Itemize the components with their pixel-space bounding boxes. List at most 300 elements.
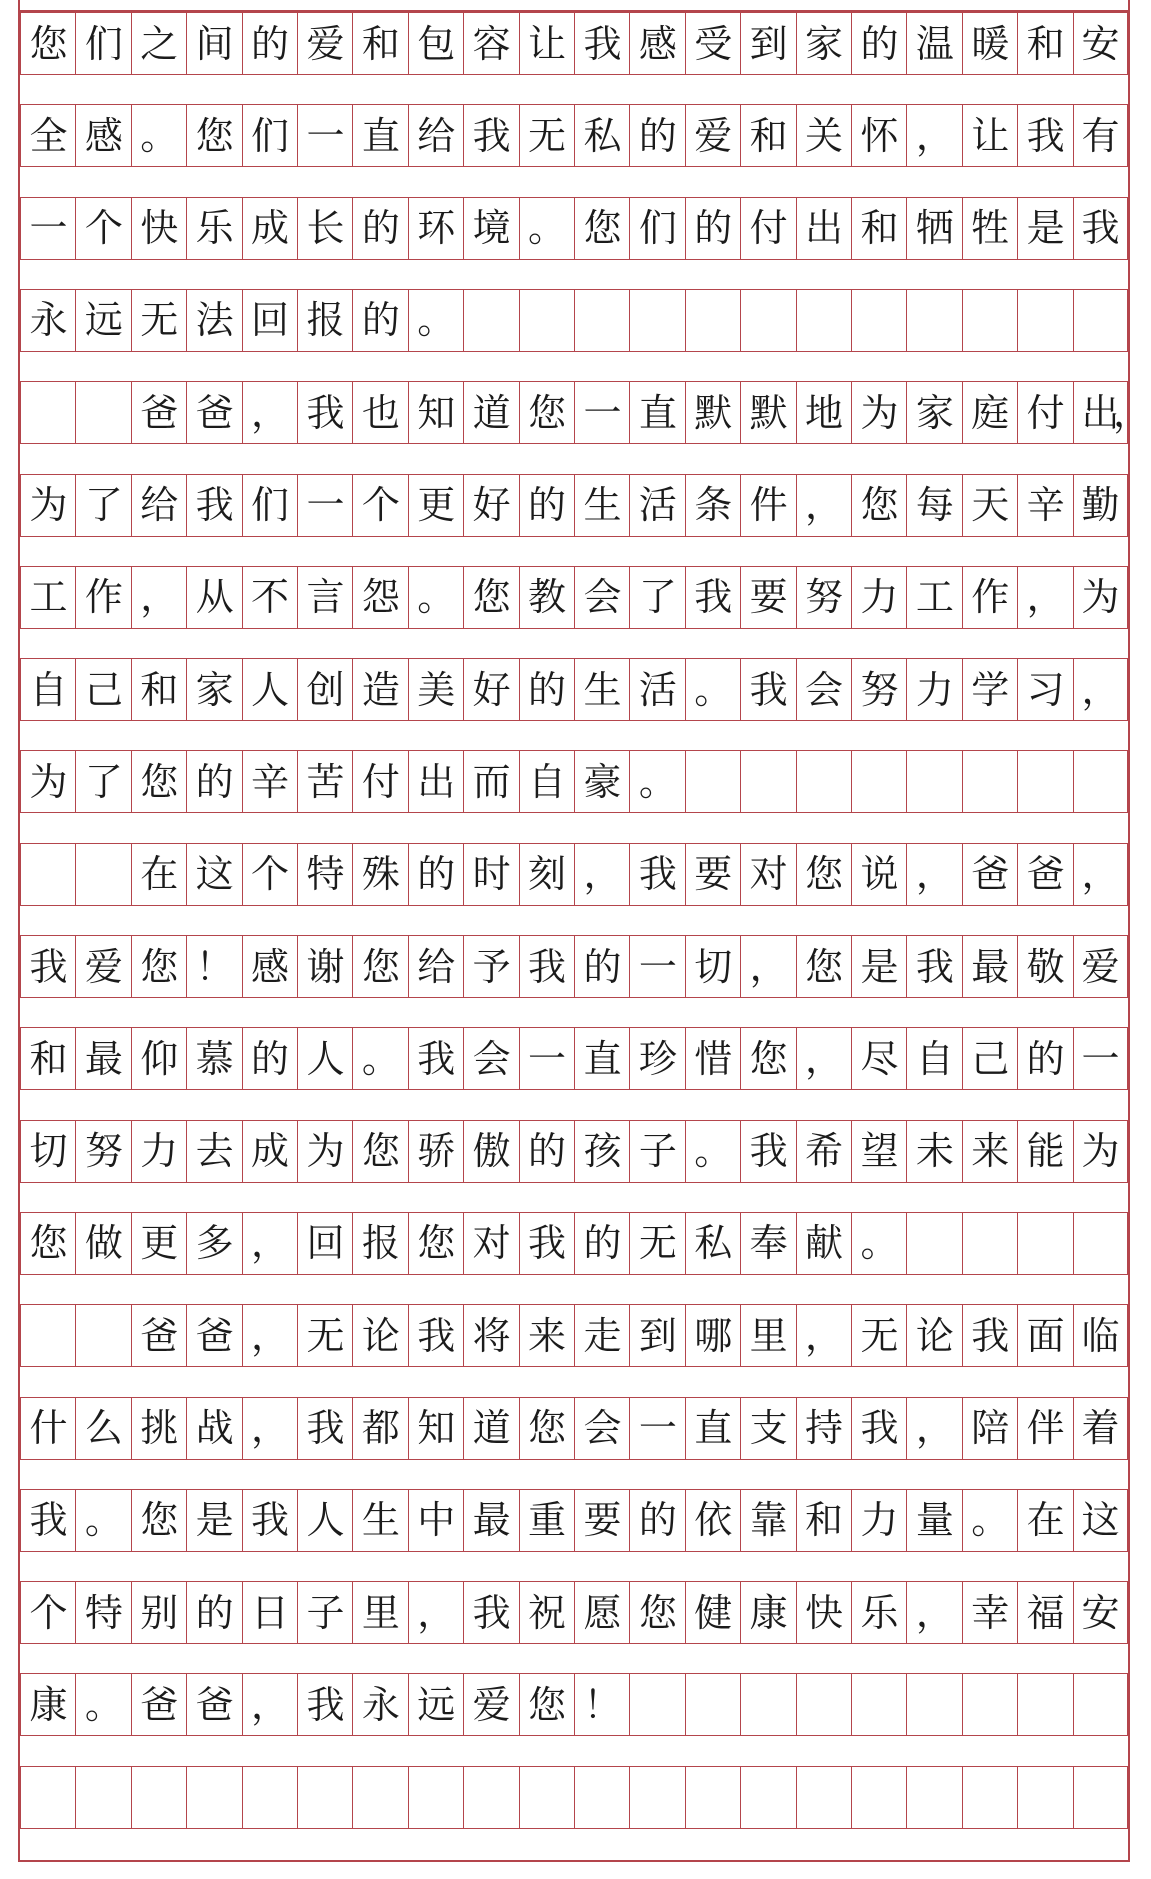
grid-cell: 努 — [796, 566, 852, 629]
grid-cell: 了 — [75, 474, 131, 537]
grid-cell: 和 — [1017, 12, 1073, 75]
grid-cell: 的 — [574, 935, 630, 998]
grid-cell: 挑 — [131, 1397, 187, 1460]
grid-cell: 成 — [242, 1120, 298, 1183]
grid-cell: 怨 — [352, 566, 408, 629]
grid-cell: 之 — [131, 12, 187, 75]
grid-cell: 您 — [851, 474, 907, 537]
grid-cell — [796, 1673, 852, 1736]
grid-cell: 要 — [685, 843, 741, 906]
grid-cell: 无 — [629, 1212, 685, 1275]
grid-cell: 您 — [186, 104, 242, 167]
grid-cell: 对 — [463, 1212, 519, 1275]
grid-cell: 人 — [297, 1027, 353, 1090]
grid-cell — [851, 289, 907, 352]
grid-cell: 暖 — [962, 12, 1018, 75]
grid-cell: 希 — [796, 1120, 852, 1183]
grid-cell: 里 — [740, 1304, 796, 1367]
grid-cell: 一 — [519, 1027, 575, 1090]
grid-cell: 会 — [574, 1397, 630, 1460]
grid-cell: ， — [906, 843, 962, 906]
grid-cell: 和 — [796, 1489, 852, 1552]
grid-cell: 报 — [352, 1212, 408, 1275]
grid-cell: 最 — [463, 1489, 519, 1552]
grid-cell: 包 — [408, 12, 464, 75]
grid-cell: 康 — [740, 1581, 796, 1644]
grid-cell: 我 — [740, 1120, 796, 1183]
grid-cell: 您 — [629, 1581, 685, 1644]
grid-cell: ， — [408, 1581, 464, 1644]
grid-cell: 。 — [519, 197, 575, 260]
grid-cell: 最 — [75, 1027, 131, 1090]
grid-cell: 出 — [796, 197, 852, 260]
grid-cell: 快 — [131, 197, 187, 260]
grid-cell: ， — [796, 1304, 852, 1367]
grid-cell — [352, 1766, 408, 1829]
grid-cell: 长 — [297, 197, 353, 260]
grid-cell: 我 — [574, 12, 630, 75]
grid-cell — [186, 1766, 242, 1829]
grid-cell: 无 — [131, 289, 187, 352]
grid-cell: 默 — [740, 381, 796, 444]
grid-cell: 怀 — [851, 104, 907, 167]
grid-cell: 是 — [1017, 197, 1073, 260]
grid-cell: 爸 — [131, 381, 187, 444]
grid-cell: 个 — [20, 1581, 76, 1644]
grid-cell: 人 — [242, 658, 298, 721]
grid-cell — [629, 1766, 685, 1829]
grid-cell: 个 — [75, 197, 131, 260]
grid-cell: 到 — [629, 1304, 685, 1367]
grid-cell: 力 — [906, 658, 962, 721]
grid-cell: 要 — [574, 1489, 630, 1552]
grid-cell: 牲 — [962, 197, 1018, 260]
grid-cell: 我 — [20, 935, 76, 998]
grid-cell: 爸 — [186, 1673, 242, 1736]
grid-cell: 的 — [519, 1120, 575, 1183]
grid-cell: 个 — [352, 474, 408, 537]
grid-cell — [1073, 1673, 1129, 1736]
grid-cell: 骄 — [408, 1120, 464, 1183]
grid-cell: 。 — [75, 1673, 131, 1736]
grid-cell: 造 — [352, 658, 408, 721]
grid-cell: 能 — [1017, 1120, 1073, 1183]
grid-cell: 习 — [1017, 658, 1073, 721]
grid-cell: 您 — [740, 1027, 796, 1090]
grid-cell: 会 — [574, 566, 630, 629]
grid-cell: 特 — [297, 843, 353, 906]
grid-cell: ， — [906, 1397, 962, 1460]
grid-cell: 关 — [796, 104, 852, 167]
grid-cell: 走 — [574, 1304, 630, 1367]
grid-cell: 为 — [20, 750, 76, 813]
grid-cell: 慕 — [186, 1027, 242, 1090]
grid-cell: 我 — [519, 1212, 575, 1275]
grid-cell: 最 — [962, 935, 1018, 998]
grid-cell: 您 — [519, 381, 575, 444]
grid-cell — [1017, 1212, 1073, 1275]
grid-cell: 切 — [20, 1120, 76, 1183]
grid-cell: 自 — [906, 1027, 962, 1090]
grid-cell — [685, 750, 741, 813]
grid-cell: 安 — [1073, 12, 1129, 75]
grid-cell: 。 — [408, 289, 464, 352]
grid-cell: 福 — [1017, 1581, 1073, 1644]
grid-cell: 和 — [740, 104, 796, 167]
grid-cell: 了 — [75, 750, 131, 813]
grid-cell: ， — [574, 843, 630, 906]
grid-cell: 我 — [297, 1673, 353, 1736]
grid-cell: 爱 — [685, 104, 741, 167]
grid-cell — [629, 289, 685, 352]
grid-cell: 生 — [352, 1489, 408, 1552]
grid-cell: 时 — [463, 843, 519, 906]
grid-cell: 的 — [519, 658, 575, 721]
grid-cell: 我 — [906, 935, 962, 998]
grid-cell: 对 — [740, 843, 796, 906]
grid-cell: 的 — [851, 12, 907, 75]
grid-cell: ！ — [574, 1673, 630, 1736]
grid-cell: 我 — [851, 1397, 907, 1460]
grid-cell — [20, 1304, 76, 1367]
grid-cell: 的 — [685, 197, 741, 260]
grid-cell: 活 — [629, 474, 685, 537]
grid-cell: 的 — [186, 750, 242, 813]
grid-cell — [796, 1766, 852, 1829]
grid-cell: 望 — [851, 1120, 907, 1183]
grid-cell: 地 — [796, 381, 852, 444]
grid-cell: 道 — [463, 1397, 519, 1460]
grid-cell: 辛 — [1017, 474, 1073, 537]
grid-cell: 家 — [186, 658, 242, 721]
grid-cell: 您 — [352, 935, 408, 998]
grid-cell: 论 — [352, 1304, 408, 1367]
grid-cell — [463, 289, 519, 352]
grid-cell: 爸 — [186, 1304, 242, 1367]
grid-cell: 苦 — [297, 750, 353, 813]
grid-cell: 力 — [131, 1120, 187, 1183]
grid-cell: 永 — [352, 1673, 408, 1736]
grid-cell — [906, 750, 962, 813]
grid-cell: 人 — [297, 1489, 353, 1552]
grid-cell: 一 — [297, 474, 353, 537]
grid-cell: 安 — [1073, 1581, 1129, 1644]
grid-cell: 爸 — [962, 843, 1018, 906]
grid-cell: 感 — [75, 104, 131, 167]
grid-cell — [906, 1766, 962, 1829]
grid-cell: 天 — [962, 474, 1018, 537]
grid-cell: 您 — [796, 935, 852, 998]
grid-cell: 受 — [685, 12, 741, 75]
grid-cell: 为 — [20, 474, 76, 537]
grid-cell: 战 — [186, 1397, 242, 1460]
grid-cell — [851, 1766, 907, 1829]
grid-cell: 我 — [463, 104, 519, 167]
grid-cell: 刻 — [519, 843, 575, 906]
grid-cell: 不 — [242, 566, 298, 629]
grid-cell: 么 — [75, 1397, 131, 1460]
grid-cell — [75, 1304, 131, 1367]
grid-cell — [740, 1673, 796, 1736]
grid-cell: 法 — [186, 289, 242, 352]
grid-cell: 切 — [685, 935, 741, 998]
grid-cell: 哪 — [685, 1304, 741, 1367]
grid-cell: 更 — [408, 474, 464, 537]
grid-cell — [740, 1766, 796, 1829]
grid-cell: 更 — [131, 1212, 187, 1275]
grid-cell: 爱 — [297, 12, 353, 75]
grid-cell: 您 — [408, 1212, 464, 1275]
grid-cell: 靠 — [740, 1489, 796, 1552]
grid-cell: 我 — [297, 381, 353, 444]
grid-cell: 奉 — [740, 1212, 796, 1275]
grid-cell: 家 — [906, 381, 962, 444]
grid-cell: ， — [906, 104, 962, 167]
grid-cell: 努 — [851, 658, 907, 721]
grid-cell: 在 — [1017, 1489, 1073, 1552]
grid-cell: 祝 — [519, 1581, 575, 1644]
grid-cell — [1017, 289, 1073, 352]
grid-cell: 我 — [740, 658, 796, 721]
grid-cell: 给 — [131, 474, 187, 537]
grid-cell: 努 — [75, 1120, 131, 1183]
grid-cell: 无 — [297, 1304, 353, 1367]
grid-cell: 直 — [685, 1397, 741, 1460]
grid-cell: 做 — [75, 1212, 131, 1275]
grid-cell: 出 — [1073, 381, 1129, 444]
grid-cell — [131, 1766, 187, 1829]
grid-cell: ， — [1017, 566, 1073, 629]
grid-cell: 和 — [851, 197, 907, 260]
grid-cell: 子 — [629, 1120, 685, 1183]
grid-cell: 这 — [1073, 1489, 1129, 1552]
grid-cell — [75, 381, 131, 444]
grid-cell: 一 — [574, 381, 630, 444]
grid-cell: 爱 — [1073, 935, 1129, 998]
grid-cell: 敬 — [1017, 935, 1073, 998]
grid-cell: 件 — [740, 474, 796, 537]
grid-cell: 您 — [131, 750, 187, 813]
grid-cell: ， — [131, 566, 187, 629]
grid-cell: 仰 — [131, 1027, 187, 1090]
grid-cell: 会 — [463, 1027, 519, 1090]
grid-cell: 作 — [962, 566, 1018, 629]
grid-cell: 的 — [1017, 1027, 1073, 1090]
frame-bottom-border — [18, 1860, 1130, 1862]
grid-cell: 无 — [851, 1304, 907, 1367]
grid-cell: 惜 — [685, 1027, 741, 1090]
grid-cell: 直 — [629, 381, 685, 444]
grid-cell: 子 — [297, 1581, 353, 1644]
grid-cell: 我 — [629, 843, 685, 906]
grid-cell: 回 — [297, 1212, 353, 1275]
grid-cell: 创 — [297, 658, 353, 721]
grid-cell: 给 — [408, 935, 464, 998]
grid-cell: 我 — [408, 1304, 464, 1367]
grid-cell: 您 — [519, 1673, 575, 1736]
grid-cell: 感 — [242, 935, 298, 998]
grid-cell: 。 — [131, 104, 187, 167]
grid-cell: 也 — [352, 381, 408, 444]
grid-cell: 的 — [629, 1489, 685, 1552]
grid-cell — [463, 1766, 519, 1829]
grid-cell — [1017, 1766, 1073, 1829]
grid-cell — [740, 289, 796, 352]
grid-cell: 您 — [20, 12, 76, 75]
grid-cell: 默 — [685, 381, 741, 444]
grid-cell: 幸 — [962, 1581, 1018, 1644]
grid-cell: 康 — [20, 1673, 76, 1736]
grid-cell: 我 — [186, 474, 242, 537]
grid-cell: 让 — [519, 12, 575, 75]
grid-cell — [962, 750, 1018, 813]
grid-cell: 的 — [186, 1581, 242, 1644]
grid-cell: 力 — [851, 566, 907, 629]
grid-cell — [519, 289, 575, 352]
grid-cell: 这 — [186, 843, 242, 906]
grid-cell: 私 — [685, 1212, 741, 1275]
grid-cell: 己 — [75, 658, 131, 721]
grid-cell — [20, 381, 76, 444]
grid-cell: 回 — [242, 289, 298, 352]
grid-cell: 持 — [796, 1397, 852, 1460]
grid-cell: 的 — [629, 104, 685, 167]
grid-cell: 们 — [242, 474, 298, 537]
grid-cell: 个 — [242, 843, 298, 906]
grid-cell: 殊 — [352, 843, 408, 906]
grid-cell — [906, 1212, 962, 1275]
grid-cell: 付 — [740, 197, 796, 260]
grid-cell — [574, 289, 630, 352]
grid-cell: 活 — [629, 658, 685, 721]
grid-cell: ， — [906, 1581, 962, 1644]
grid-cell: ， — [796, 1027, 852, 1090]
grid-cell: 辛 — [242, 750, 298, 813]
grid-cell: 美 — [408, 658, 464, 721]
grid-cell: 我 — [297, 1397, 353, 1460]
grid-cell: 了 — [629, 566, 685, 629]
grid-cell: 好 — [463, 474, 519, 537]
grid-cell — [75, 843, 131, 906]
grid-cell: 作 — [75, 566, 131, 629]
grid-cell: 一 — [1073, 1027, 1129, 1090]
grid-cell: 为 — [851, 381, 907, 444]
grid-cell: 和 — [131, 658, 187, 721]
grid-cell: 傲 — [463, 1120, 519, 1183]
grid-cell: 予 — [463, 935, 519, 998]
grid-cell: 在 — [131, 843, 187, 906]
grid-cell: ， — [1073, 843, 1129, 906]
grid-cell — [740, 750, 796, 813]
grid-cell: 我 — [1073, 197, 1129, 260]
grid-cell: ， — [796, 474, 852, 537]
grid-cell — [75, 1766, 131, 1829]
grid-cell: 为 — [1073, 1120, 1129, 1183]
grid-cell: 献 — [796, 1212, 852, 1275]
grid-cell: 论 — [906, 1304, 962, 1367]
grid-cell: ， — [242, 1212, 298, 1275]
grid-cell — [685, 1673, 741, 1736]
grid-cell: 是 — [851, 935, 907, 998]
grid-cell: 尽 — [851, 1027, 907, 1090]
grid-cell: 一 — [297, 104, 353, 167]
grid-cell: 孩 — [574, 1120, 630, 1183]
grid-cell: 要 — [740, 566, 796, 629]
grid-cell: 您 — [352, 1120, 408, 1183]
grid-cell: 我 — [685, 566, 741, 629]
grid-cell — [685, 1766, 741, 1829]
grid-cell: 您 — [463, 566, 519, 629]
grid-cell — [242, 1766, 298, 1829]
grid-cell: 。 — [629, 750, 685, 813]
grid-cell: 。 — [75, 1489, 131, 1552]
grid-cell: 未 — [906, 1120, 962, 1183]
grid-cell: 里 — [352, 1581, 408, 1644]
grid-cell — [1073, 1766, 1129, 1829]
grid-cell: 温 — [906, 12, 962, 75]
grid-cell: 己 — [962, 1027, 1018, 1090]
grid-cell: 自 — [20, 658, 76, 721]
grid-cell: 的 — [519, 474, 575, 537]
grid-cell: 陪 — [962, 1397, 1018, 1460]
grid-cell: 牺 — [906, 197, 962, 260]
grid-cell: 给 — [408, 104, 464, 167]
grid-cell: 我 — [408, 1027, 464, 1090]
grid-cell: 将 — [463, 1304, 519, 1367]
grid-cell: 们 — [75, 12, 131, 75]
grid-cell — [1017, 1673, 1073, 1736]
grid-cell: 付 — [352, 750, 408, 813]
grid-cell: 无 — [519, 104, 575, 167]
grid-cell: 爸 — [131, 1304, 187, 1367]
overflow-punctuation: ， — [1113, 390, 1151, 435]
grid-cell: 远 — [408, 1673, 464, 1736]
grid-cell: 的 — [242, 12, 298, 75]
grid-cell: ， — [242, 381, 298, 444]
grid-cell: 来 — [519, 1304, 575, 1367]
grid-cell: 我 — [519, 935, 575, 998]
grid-cell: 重 — [519, 1489, 575, 1552]
grid-cell: 愿 — [574, 1581, 630, 1644]
grid-cell: 感 — [629, 12, 685, 75]
grid-cell — [519, 1766, 575, 1829]
grid-cell: 。 — [685, 1120, 741, 1183]
grid-cell: 是 — [186, 1489, 242, 1552]
grid-cell — [1073, 1212, 1129, 1275]
grid-cell: 庭 — [962, 381, 1018, 444]
grid-cell: 珍 — [629, 1027, 685, 1090]
grid-cell: 别 — [131, 1581, 187, 1644]
grid-cell: 多 — [186, 1212, 242, 1275]
grid-cell: 去 — [186, 1120, 242, 1183]
grid-cell — [408, 1766, 464, 1829]
grid-cell: ， — [242, 1304, 298, 1367]
grid-cell — [962, 1766, 1018, 1829]
grid-cell: 出 — [408, 750, 464, 813]
grid-cell — [685, 289, 741, 352]
grid-cell: 和 — [20, 1027, 76, 1090]
grid-cell: 为 — [1073, 566, 1129, 629]
grid-cell: 爸 — [1017, 843, 1073, 906]
grid-cell: 伴 — [1017, 1397, 1073, 1460]
grid-cell: 生 — [574, 658, 630, 721]
grid-cell: 着 — [1073, 1397, 1129, 1460]
grid-cell: 的 — [352, 289, 408, 352]
grid-cell: 条 — [685, 474, 741, 537]
grid-cell: 面 — [1017, 1304, 1073, 1367]
grid-cell: 教 — [519, 566, 575, 629]
grid-cell: 从 — [186, 566, 242, 629]
